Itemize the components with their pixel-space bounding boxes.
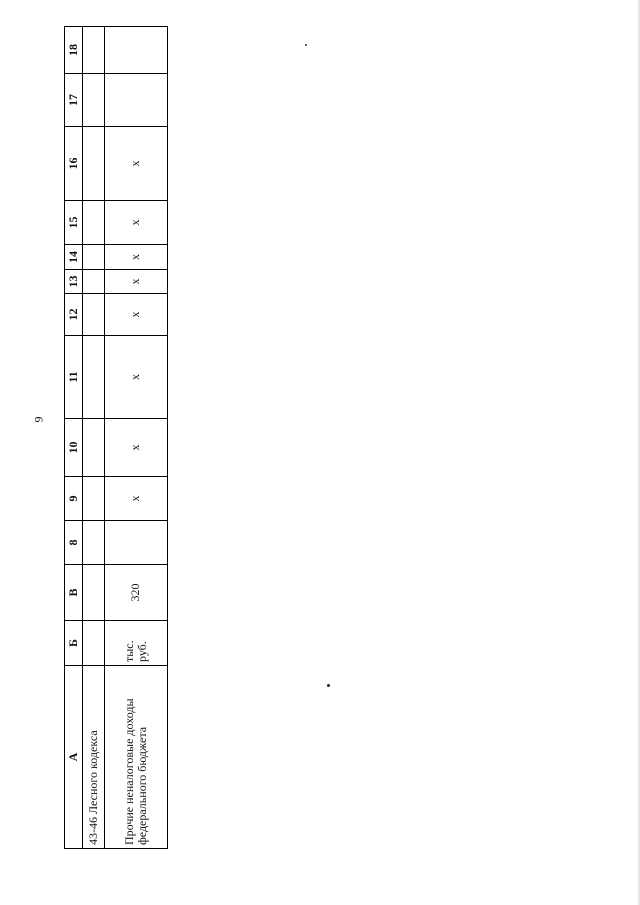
header-cell: 13 xyxy=(65,270,83,294)
table-cell: x xyxy=(104,201,167,245)
table-header-row xyxy=(65,27,83,849)
table-cell xyxy=(83,201,105,245)
table-cell xyxy=(83,621,105,666)
table-cell xyxy=(83,127,105,201)
table-cell xyxy=(83,245,105,270)
header-cell: 14 xyxy=(65,245,83,270)
header-cell: 18 xyxy=(65,27,83,74)
page-number: 9 xyxy=(31,416,46,423)
table-cell xyxy=(83,294,105,336)
header-cell: 12 xyxy=(65,294,83,336)
header-cell: 8 xyxy=(65,521,83,565)
table-cell xyxy=(104,27,167,74)
table-row xyxy=(83,27,105,849)
table-cell: x xyxy=(104,270,167,294)
table-cell xyxy=(104,74,167,127)
header-cell: В xyxy=(65,565,83,621)
table-cell: x xyxy=(104,477,167,521)
scan-speck xyxy=(327,684,330,687)
table-cell: тыс. руб. xyxy=(104,621,167,666)
table-row xyxy=(104,27,167,849)
table-cell: Прочие неналоговые доходы федерального бюджета xyxy=(104,666,167,849)
table-cell: 320 xyxy=(104,565,167,621)
table-cell: x xyxy=(104,336,167,419)
table-cell xyxy=(83,336,105,419)
header-cell: 10 xyxy=(65,419,83,477)
table-cell xyxy=(104,521,167,565)
scan-speck xyxy=(305,44,307,46)
header-cell: 11 xyxy=(65,336,83,419)
rotated-table-wrapper xyxy=(64,27,168,849)
data-table xyxy=(64,26,168,849)
table-cell xyxy=(83,27,105,74)
header-cell: 9 xyxy=(65,477,83,521)
table-cell: x xyxy=(104,245,167,270)
table-cell xyxy=(83,74,105,127)
table-cell xyxy=(83,419,105,477)
header-cell: А xyxy=(65,666,83,849)
table-cell: x xyxy=(104,127,167,201)
table-cell: 43-46 Лесного кодекса xyxy=(83,666,105,849)
table-cell: x xyxy=(104,294,167,336)
table-cell xyxy=(83,477,105,521)
header-cell: 15 xyxy=(65,201,83,245)
header-cell: 16 xyxy=(65,127,83,201)
header-cell: Б xyxy=(65,621,83,666)
table-cell xyxy=(83,270,105,294)
header-cell: 17 xyxy=(65,74,83,127)
table-cell xyxy=(83,521,105,565)
table-cell xyxy=(83,565,105,621)
table-cell: x xyxy=(104,419,167,477)
